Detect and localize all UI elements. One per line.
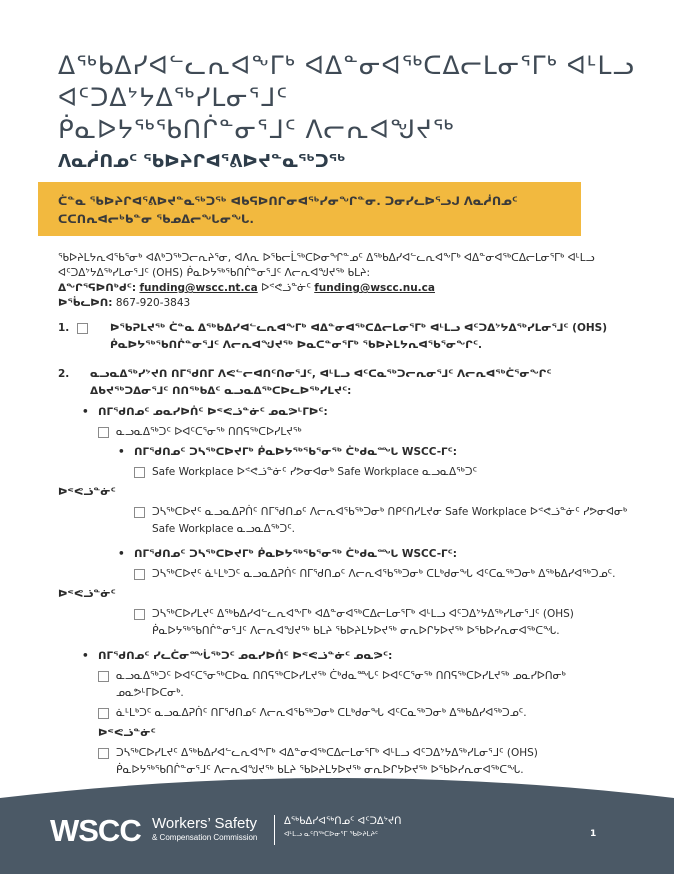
brand2-subtitle: ᐊᒻᒪᓗ ᓇᑦᑎᖅᑕᐅᓂᕐᒥ ᖃᐅᔨᒪᔨᑦ: [284, 830, 379, 838]
banner-line-1: ᑖᓐᓇ ᖃᐅᔨᒋᐊᕐᕕᐅᔪᓐᓇᖅᑐᖅ ᐊᑲᕋᐅᑎᒋᓂᐊᖅᓯᓂᖏᓐᓂ. ᑐᓂᓯᓚᐅᕐᓗᒍ ᐱᓇᓲᑎᓄᑦ: [58, 194, 518, 208]
option-text: ᓇᓗᓇᐃᖅᑐᑦ ᐅᐊᑦᑕᕐᓂᖅ ᑎᑎᕋᖅᑕᐅᓯᒪᔪᖅ: [116, 426, 302, 438]
option-row: [134, 504, 630, 538]
banner-line-2: ᑕᑕᑎᕆᐊᓕᒃᑲᓐᓂ ᖃᓄᐃᓕᖓᓂᖓ.: [58, 212, 254, 226]
sub-section-heading: ᑎᒥᖁᑎᓄᑦ ᑐᓴᖅᑕᐅᔪᒥᒃ ᑮᓇᐅᔭᖅᖃᕐᓂᖅ ᑖᒃᑯᓇᙵ WSCC-ᒥᑦ:: [134, 548, 457, 560]
or-separator: ᐅᕝᕙᓘᓐᓃᑦ: [58, 588, 116, 600]
option-checkbox[interactable]: [98, 708, 109, 719]
option-checkbox[interactable]: [134, 609, 145, 620]
item-number: 2.: [58, 368, 70, 380]
option-text: ᑐᓴᖅᑕᐅᔪᑦ ᓇᓗᓇᐃᕈᑏᑦ ᑎᒥᖁᑎᓄᑦ ᐱᓕᕆᐊᖃᖅᑐᓂᒃ ᑎᑭᑦᑎᓯᒪᔪᓂ Safe Workplace ᐅᕝᕙᓘᓐᓃᑦ ᓯᕗᓂᐊᓂᒃ Safe Workplace ᓇᓗᓇᐃᖅᑐᑦ.: [152, 506, 628, 535]
sub-section-heading: ᑎᒥᖁᑎᓄᑦ ᑐᓴᖅᑕᐅᔪᒥᒃ ᑮᓇᐅᔭᖅᖃᕐᓂᖅ ᑖᒃᑯᓇᙵ WSCC-ᒥᑦ:: [134, 446, 457, 458]
brand-name-english: [152, 815, 257, 842]
sub-section-wscc-a: [114, 444, 630, 461]
checklist: [58, 320, 630, 782]
option-checkbox[interactable]: [98, 671, 109, 682]
email-link-nt[interactable]: funding@wscc.nt.ca: [139, 282, 258, 294]
bullet-icon: •: [118, 446, 125, 458]
intro-text: ᖃᐅᔨᒪᔭᕆᐊᖃᕐᓂᒃ ᐊᕕᒃᑐᖅᑐᓕᕆᔨᕐᓂ, ᐊᐱᕆ ᐅᖃᓕᒫᖅᑕᐅᓂᖏᓐᓄᑦ ᐃᖅᑲᐃᓯᐊᓪᓚᕆᐊᖕᒥᒃ ᐊᐃᓐᓂᐊᖅᑕᐃᓕᒪᓂᕐᒥᒃ ᐊᒻᒪᓗ ᐊᑦᑐᐃᔾᔭᐃᖅᓯᒪᓂᕐᒧᑦ (OHS) ᑮᓇᐅᔭᖅᖃᑎᒌᓐᓂᕐᒧᑦ ᐱᓕᕆᐊᖑᔪᖅ ᑲᒪᔨ:: [58, 252, 595, 279]
option-row: [98, 668, 630, 702]
contact-section: [58, 251, 618, 311]
checklist-item-1: [58, 320, 630, 354]
checklist-item-2: [58, 366, 630, 400]
item-2-text: ᓇᓗᓇᐃᖅᓯᔾᔪᑎ ᑎᒥᖁᑎᒥ ᐱᕙᓪᓕᐊᑎᑦᑎᓂᕐᒧᑦ, ᐊᒻᒪᓗ ᐊᑦᑕᓇᖅᑐᓕᕆᓂᕐᒧᑦ ᐱᓕᕆᐊᖅᑖᕐᓂᖏᑦ ᐃᑲᔪᖅᑐᐃᓂᕐᒧᑦ ᑎᑎᖅᑲᐃᑦ ᓇᓗᓇᐃᖅᑕᐅᓚᐅᖅᓯᒪᔪᑦ:: [90, 368, 552, 397]
option-row: [98, 424, 630, 441]
option-text: ᑐᓴᖅᑕᐅᔪᑦ ᓈᒻᒪᒃᑐᑦ ᓇᓗᓇᐃᕈᑏᑦ ᑎᒥᖁᑎᓄᑦ ᐱᓕᕆᐊᖃᖅᑐᓂᒃ ᑕᒪᒃᑯᓂᖓ ᐊᑦᑕᓇᖅᑐᓂᒃ ᐃᖅᑲᐃᓯᐊᖅᑐᓄᑦ.: [152, 568, 616, 580]
option-checkbox[interactable]: [134, 467, 145, 478]
option-text: ᑐᓴᖅᑕᐅᓯᒪᔪᑦ ᐃᖅᑲᐃᓯᐊᓪᓚᕆᐊᖕᒥᒃ ᐊᐃᓐᓂᐊᖅᑕᐃᓕᒪᓂᕐᒥᒃ ᐊᒻᒪᓗ ᐊᑦᑐᐃᔾᔭᐃᖅᓯᒪᓂᕐᒧᑦ (OHS) ᑮᓇᐅᔭᖅᖃᑎᒌᓐᓂᕐᒧᑦ ᐱᓕᕆᐊᖑᔪᖅ ᑲᒪᔨ ᖃᐅᔨᒪᔭᐅᔪᖅ ᓂᕆᐅᒋᔭᐅᔪᖅ ᐅᖃᐅᓯᕆᓂᐊᖅᑕᖓ.: [152, 608, 574, 637]
sub-section-outside: [78, 648, 630, 665]
footer-divider: [274, 815, 275, 845]
sub-section-heading: ᑎᒥᖁᑎᓄᑦ ᓯᓚᑖᓂᙶᖅᑐᑦ ᓄᓇᓯᐅᑏᑦ ᐅᕝᕙᓘᓐᓃᑦ ᓄᓇᕗᑦ:: [98, 650, 393, 662]
option-text: ᑐᓴᖅᑕᐅᓯᒪᔪᑦ ᐃᖅᑲᐃᓯᐊᓪᓚᕆᐊᖕᒥᒃ ᐊᐃᓐᓂᐊᖅᑕᐃᓕᒪᓂᕐᒥᒃ ᐊᒻᒪᓗ ᐊᑦᑐᐃᔾᔭᐃᖅᓯᒪᓂᕐᒧᑦ (OHS) ᑮᓇᐅᔭᖅᖃᑎᒌᓐᓂᕐᒧᑦ ᐱᓕᕆᐊᖑᔪᖅ ᑲᒪᔨ ᖃᐅᔨᒪᔭᐅᔪᖅ ᓂᕆᐅᒋᔭᐅᔪᖅ ᐅᖃᐅᓯᕆᓂᐊᖅᑕᖓ.: [116, 747, 538, 776]
instruction-banner: [38, 182, 581, 236]
page-number: 1: [590, 829, 597, 839]
option-row: [134, 464, 630, 481]
email-link-nu[interactable]: funding@wscc.nu.ca: [314, 282, 435, 294]
option-text: ᓇᓗᓇᐃᖅᑐᑦ ᐅᐊᑦᑕᕐᓂᖅᑕᐅᓇ ᑎᑎᕋᖅᑕᐅᓯᒪᔪᖅ ᑖᒃᑯᓇᙵᑦ ᐅᐊᑦᑕᕐᓂᖅ ᑎᑎᕋᖅᑕᐅᓯᒪᔪᖅ ᓄᓇᓯᐅᑎᓂᒃ ᓄᓇᕗᒻᒥᐅᑕᓂᒃ.: [116, 670, 566, 699]
item-number: 1.: [58, 322, 70, 334]
option-text: Safe Workplace ᐅᕝᕙᓘᓐᓃᑦ ᓯᕗᓂᐊᓂᒃ Safe Workplace ᓇᓗᓇᐃᖅᑐᑦ: [152, 466, 478, 478]
brand-subtitle: & Compensation Commission: [152, 833, 258, 842]
bullet-icon: •: [82, 406, 89, 418]
option-checkbox[interactable]: [134, 507, 145, 518]
sub-section-wscc-b: [114, 546, 630, 563]
title-line-2: ᐊᑦᑐᐃᔾᔭᐃᖅᓯᒪᓂᕐᒧᑦ: [58, 83, 289, 112]
option-row: [134, 566, 630, 583]
sub-section-nwt-nu: [78, 404, 630, 421]
phone-line: [58, 296, 618, 311]
brand-name-inuktitut: [284, 816, 402, 838]
bullet-icon: •: [82, 650, 89, 662]
item-1-text: ᐅᖃᕈᒪᔪᖅ ᑖᓐᓇ ᐃᖅᑲᐃᓯᐊᓪᓚᕆᐊᖕᒥᒃ ᐊᐃᓐᓂᐊᖅᑕᐃᓕᒪᓂᕐᒥᒃ ᐊᒻᒪᓗ ᐊᑦᑐᐃᔾᔭᐃᖅᓯᒪᓂᕐᒧᑦ (OHS) ᑮᓇᐅᔭᖅᖃᑎᒌᓐᓂᕐᒧᑦ ᐱᓕᕆᐊᖑᔪᖅ ᐅᓇᑕᓐᓂᕐᒥᒃ ᖃᐅᔨᒪᔭᕆᐊᖃᕐᓂᖏᑦ.: [110, 322, 608, 351]
or-separator: ᐅᕝᕙᓘᓐᓃᑦ: [58, 486, 116, 498]
email-line: [58, 281, 618, 296]
sub-section-heading: ᑎᒥᖁᑎᓄᑦ ᓄᓇᓯᐅᑏᑦ ᐅᕝᕙᓘᓐᓃᑦ ᓄᓇᕗᒻᒥᐅᑦ:: [98, 406, 328, 418]
option-checkbox[interactable]: [98, 748, 109, 759]
title-line-3: ᑮᓇᐅᔭᖅᖃᑎᒌᓐᓂᕐᒧᑦ ᐱᓕᕆᐊᖑᔪᖅ: [58, 115, 455, 144]
bullet-icon: •: [118, 548, 125, 560]
title-line-1: ᐃᖅᑲᐃᓯᐊᓪᓚᕆᐊᖕᒥᒃ ᐊᐃᓐᓂᐊᖅᑕᐃᓕᒪᓂᕐᒥᒃ ᐊᒻᒪᓗ: [58, 51, 635, 80]
option-checkbox[interactable]: [134, 569, 145, 580]
brand-name: Workers’ Safety: [152, 815, 258, 832]
option-checkbox[interactable]: [98, 427, 109, 438]
document-subtitle: ᐱᓇᓲᑎᓄᑦ ᖃᐅᔨᒋᐊᕐᕕᐅᔪᓐᓇᖅᑐᖅ: [58, 152, 346, 172]
option-row: [134, 606, 630, 640]
or-separator: ᐅᕝᕙᓘᓐᓃᑦ: [98, 727, 156, 739]
phone-number: 867-920-3843: [115, 297, 191, 309]
page-footer: [0, 770, 674, 874]
brand2-name: ᐃᖅᑲᐃᓯᐊᖅᑎᓄᑦ ᐊᑦᑐᐃᔾᔪᑎ: [284, 816, 402, 827]
email-label: ᐃᖏᕐᕋᐅᑎᒃᑯᑦ:: [58, 282, 137, 294]
item-2-details: [58, 404, 630, 779]
option-text: ᓈᒻᒪᒃᑐᑦ ᓇᓗᓇᐃᕈᑏᑦ ᑎᒥᖁᑎᓄᑦ ᐱᓕᕆᐊᖃᖅᑐᓂᒃ ᑕᒪᒃᑯᓂᖓ ᐊᑦᑕᓇᖅᑐᓂᒃ ᐃᖅᑲᐃᓯᐊᖅᑐᓄᑦ.: [116, 707, 527, 719]
wscc-logo: WSCC: [50, 813, 141, 848]
item-1-checkbox[interactable]: [77, 323, 88, 334]
document-title: [58, 50, 638, 172]
or-word: ᐅᕝᕙᓘᓐᓃᑦ: [261, 282, 311, 294]
option-row: [98, 705, 630, 722]
phone-label: ᐅᖄᓚᐅᑎ:: [58, 297, 113, 309]
